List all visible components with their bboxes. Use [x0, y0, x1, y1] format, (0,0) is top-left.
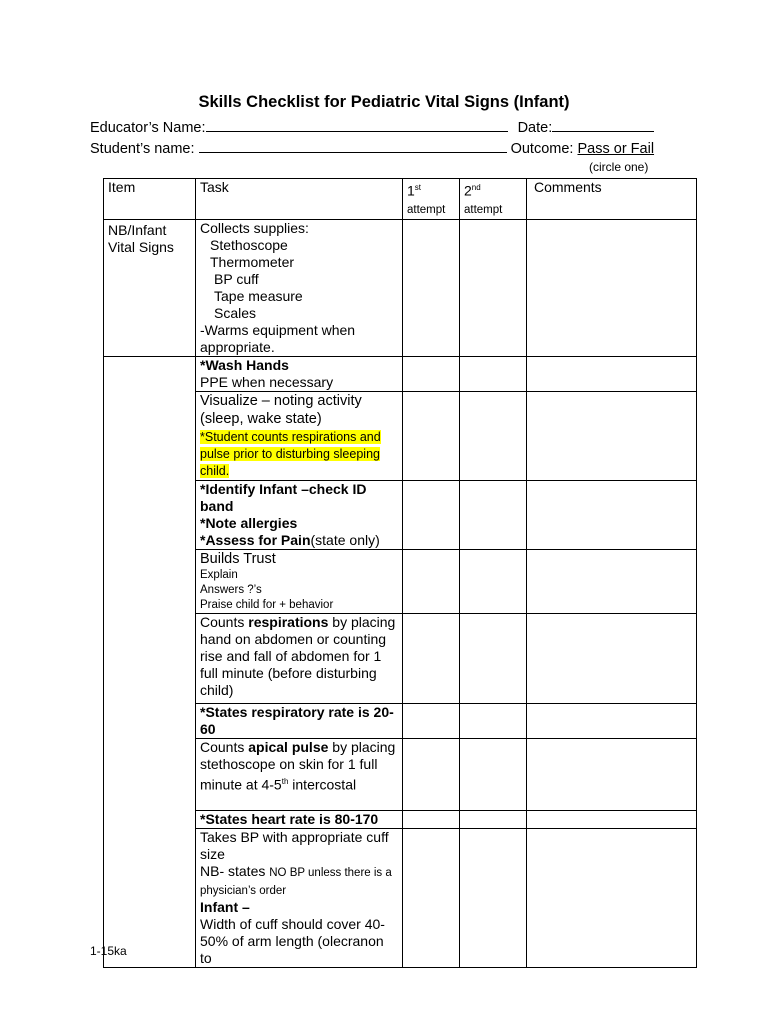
table-row — [104, 356, 697, 391]
supply-item: Thermometer — [210, 253, 295, 270]
comments-cell[interactable] — [527, 828, 697, 967]
table-row — [104, 219, 697, 356]
task-wash-hands — [196, 356, 403, 391]
attempt-2-cell[interactable] — [460, 828, 527, 967]
trust-item: Explain — [200, 568, 238, 581]
attempt-2-cell[interactable] — [460, 738, 527, 810]
builds-trust-title: Builds Trust — [200, 550, 276, 567]
attempt-1-sup: st — [414, 183, 422, 192]
bp-width-text: Width of cuff should cover 40-50% of arm length (olecranon to — [200, 915, 385, 966]
supply-item: BP cuff — [214, 270, 259, 287]
attempt-2-number: 2 — [464, 182, 472, 199]
comments-cell[interactable] — [527, 219, 697, 356]
attempt-1-cell[interactable] — [403, 549, 460, 613]
assess-pain-text: *Assess for Pain — [200, 531, 311, 548]
attempt-1-cell[interactable] — [403, 219, 460, 356]
attempt-1-cell[interactable] — [403, 391, 460, 480]
supply-item: Scales — [214, 304, 257, 321]
attempt-2-cell[interactable] — [460, 810, 527, 828]
bp-infant-label: Infant – — [200, 898, 250, 915]
attempt-2-cell[interactable] — [460, 219, 527, 356]
attempt-2-cell[interactable] — [460, 549, 527, 613]
student-name-field[interactable] — [199, 139, 507, 153]
assess-pain-line — [200, 532, 398, 549]
header-attempt-2 — [460, 179, 527, 220]
outcome-value[interactable]: Pass or Fail — [577, 141, 655, 157]
apical-bold: apical pulse — [248, 738, 329, 755]
educator-line — [90, 118, 654, 136]
apical-post: by placing stethoscope on skin for 1 full minute at 4-5 — [200, 738, 396, 793]
trust-item: Praise child for + behavior — [200, 598, 334, 611]
bp-nb-line — [200, 863, 398, 899]
attempt-2-cell[interactable] — [460, 356, 527, 391]
item-empty — [104, 356, 196, 967]
trust-item: Answers ?’s — [200, 583, 262, 596]
bp-nb-large: NB- states — [200, 862, 270, 879]
attempt-1-word: attempt — [407, 203, 446, 216]
attempt-1-cell[interactable] — [403, 703, 460, 738]
attempt-1-cell[interactable] — [403, 613, 460, 703]
task-resp-rate: *States respiratory rate is 20-60 — [196, 703, 403, 738]
identify-infant-text: *Identify Infant –check ID band — [200, 480, 367, 514]
attempt-2-word: attempt — [464, 203, 503, 216]
educator-label: Educator’s Name: — [90, 120, 206, 136]
comments-cell[interactable] — [527, 391, 697, 480]
comments-cell[interactable] — [527, 810, 697, 828]
task-heart-rate: *States heart rate is 80-170 — [196, 810, 403, 828]
task-respirations — [196, 613, 403, 703]
apical-sup: th — [281, 776, 289, 786]
header-attempt-1 — [403, 179, 460, 220]
task-blood-pressure — [196, 828, 403, 967]
attempt-2-sup: nd — [471, 183, 481, 192]
comments-cell[interactable] — [527, 738, 697, 810]
supplies-intro: Collects supplies: — [200, 219, 309, 236]
ppe-text: PPE when necessary — [200, 373, 334, 390]
state-only-text: (state only) — [310, 531, 380, 548]
attempt-2-cell[interactable] — [460, 480, 527, 549]
apical-end: intercostal — [288, 776, 357, 793]
supply-item: Stethoscope — [210, 236, 288, 253]
attempt-1-cell[interactable] — [403, 828, 460, 967]
circle-note: (circle one) — [589, 160, 649, 174]
attempt-1-number: 1 — [407, 182, 415, 199]
attempt-1-cell[interactable] — [403, 738, 460, 810]
resp-bold: respirations — [248, 613, 329, 630]
attempt-2-cell[interactable] — [460, 391, 527, 480]
attempt-1-cell[interactable] — [403, 810, 460, 828]
attempt-2-cell[interactable] — [460, 613, 527, 703]
attempt-1-cell[interactable] — [403, 356, 460, 391]
apical-pre: Counts — [200, 738, 249, 755]
bp-line1: Takes BP with appropriate cuff size — [200, 828, 389, 862]
task-supplies — [196, 219, 403, 356]
student-line — [90, 139, 654, 157]
attempt-2-cell[interactable] — [460, 703, 527, 738]
item-label: NB/Infant Vital Signs — [104, 219, 196, 356]
note-allergies-text: *Note allergies — [200, 514, 298, 531]
task-builds-trust — [196, 549, 403, 613]
task-apical-pulse — [196, 738, 403, 810]
date-label: Date: — [517, 120, 553, 136]
resp-pre: Counts — [200, 613, 249, 630]
visualize-text: Visualize – noting activity (sleep, wake state) — [200, 392, 362, 427]
task-identify — [196, 480, 403, 549]
supply-item: Tape measure — [214, 287, 303, 304]
page-title: Skills Checklist for Pediatric Vital Signs (Infant) — [198, 93, 570, 111]
comments-cell[interactable] — [527, 613, 697, 703]
wash-hands-text: *Wash Hands — [200, 356, 289, 373]
date-field[interactable] — [552, 118, 654, 132]
comments-cell[interactable] — [527, 703, 697, 738]
comments-cell[interactable] — [527, 549, 697, 613]
table-header-row — [104, 179, 697, 220]
header-item: Item — [104, 179, 196, 220]
visualize-note — [200, 429, 398, 480]
attempt-1-cell[interactable] — [403, 480, 460, 549]
supplies-warms: -Warms equipment when appropriate. — [200, 321, 356, 355]
bp-nb-small: NO BP unless there is a physician’s order — [200, 866, 392, 897]
page-footer: 1-15ka — [90, 944, 127, 958]
checklist-table — [103, 178, 697, 968]
student-label: Student’s name: — [90, 141, 195, 157]
header-comments: Comments — [527, 179, 697, 220]
header-task: Task — [196, 179, 403, 220]
highlighted-note: *Student counts respirations and pulse prior to disturbing sleeping child. — [200, 429, 381, 478]
resp-post: by placing hand on abdomen or counting rise and fall of abdomen for 1 full minute (before disturbing child) — [200, 613, 396, 698]
task-visualize — [196, 391, 403, 480]
outcome-label: Outcome: — [510, 141, 574, 157]
comments-cell[interactable] — [527, 356, 697, 391]
comments-cell[interactable] — [527, 480, 697, 549]
educator-name-field[interactable] — [206, 118, 508, 132]
